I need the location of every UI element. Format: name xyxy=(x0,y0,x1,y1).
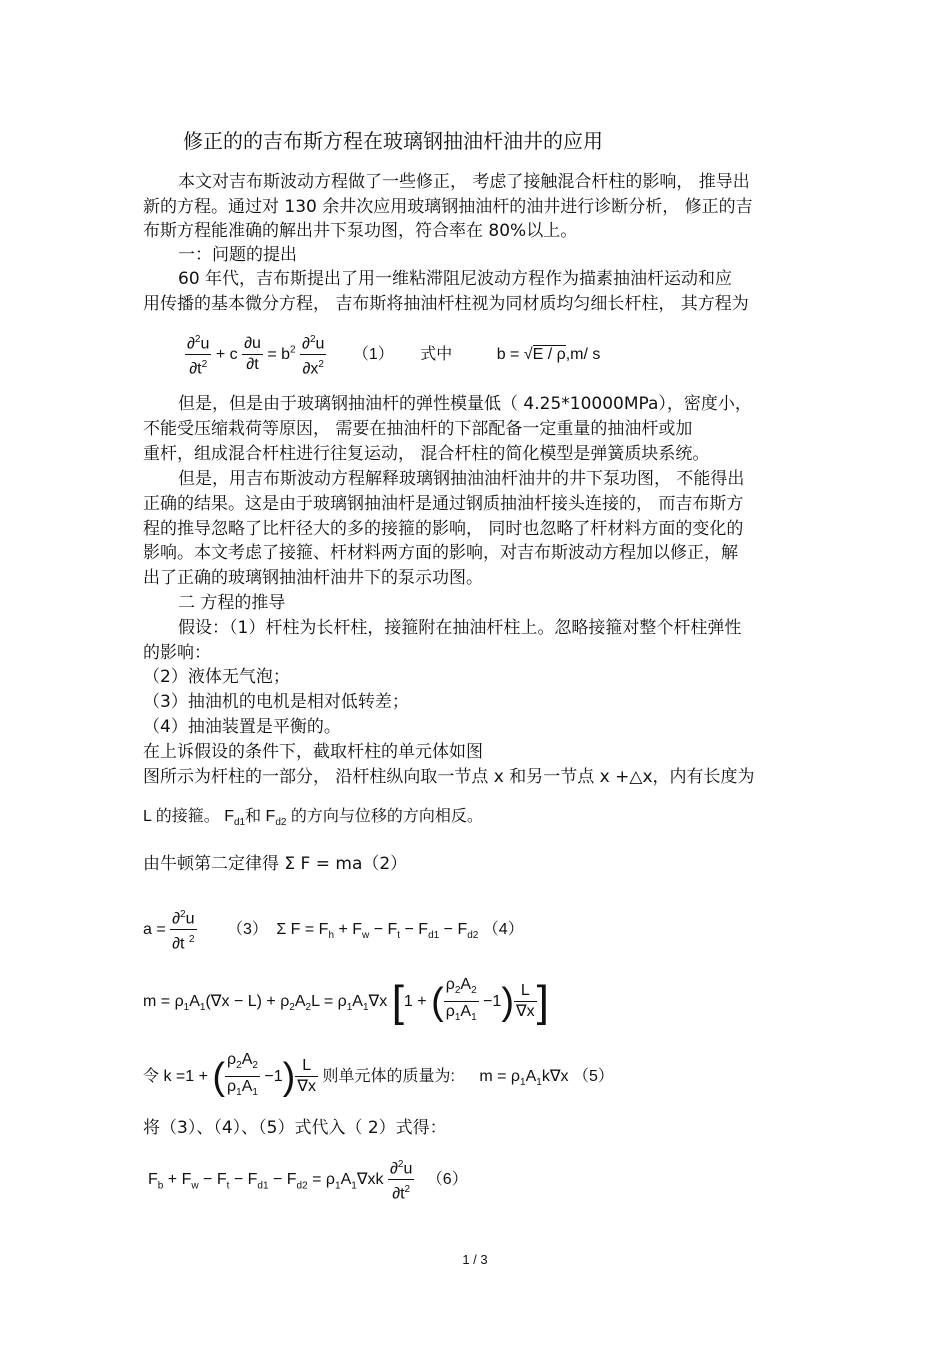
text-line: 但是，但是由于玻璃钢抽油杆的弹性模量低（ 4.25*10000MPa），密度小， xyxy=(178,394,752,414)
text-line: 不能受压缩栽荷等原因， 需要在抽油杆的下部配备一定重量的抽油杆或加 xyxy=(143,419,693,439)
text-line: 新的方程。通过对 130 余井次应用玻璃钢抽油杆的油井进行诊断分析， 修正的吉 xyxy=(143,197,753,217)
b-root: E / ρ xyxy=(532,346,566,364)
b-unit: ,m/ s xyxy=(565,346,601,364)
equation-6-label: （6） xyxy=(426,1171,468,1189)
text-line: 出了正确的玻璃钢抽油杆油井下的泵示功图。 xyxy=(143,568,483,588)
a-lhs: a = xyxy=(143,921,166,939)
text-line: （3）抽油机的电机是相对低转差； xyxy=(143,692,409,712)
equation-1-note: 式中 xyxy=(420,346,453,364)
text-line: 但是，用吉布斯波动方程解释玻璃钢抽油油杆油井的井下泵功图， 不能得出 xyxy=(178,469,745,489)
text-line: 二 方程的推导 xyxy=(178,593,286,613)
text-line: （2）液体无气泡； xyxy=(143,667,290,687)
connector-text-1: L 的接箍。 F xyxy=(143,808,234,825)
text-line: 将（3）、（4）、（5）式代入（ 2）式得： xyxy=(143,1118,447,1138)
b-definition: b = xyxy=(496,346,520,364)
equation-5-label: （5） xyxy=(572,1067,614,1085)
text-line: 由牛顿第二定律得 Σ F = ma（2） xyxy=(143,854,408,874)
text-line: 假设：（1）杆柱为长杆柱，接箍附在抽油杆柱上。忽略接箍对整个杆柱弹性 xyxy=(178,618,742,638)
equation-6: $F_b + F_w - F_t - F_{d1} - F_{d2} = \rho_1A_1\nabla xk$ $\frac{\partial^2u}{\partial t^2}$ （6） xyxy=(148,1155,468,1205)
text-line: 一：问题的提出 xyxy=(178,245,297,265)
text-line: 在上诉假设的条件下，截取杆柱的单元体如图 xyxy=(143,742,483,762)
text-line: 影响。本文考虑了接箍、杆材料两方面的影响，对吉布斯波动方程加以修正，解 xyxy=(143,543,738,563)
sub-d1: d1 xyxy=(233,817,246,829)
mass-equation: $m = \rho_1A_1(\nabla x - L) + \rho_2A_2L = \rho_1A_1\nabla x$ [1 + ( $\frac{\rho_2A_2}{\rho_1A_1}$ −1) $\frac{L}{\nabla x}$ ] xyxy=(143,976,549,1026)
text-line: 重杆，组成混合杆柱进行往复运动， 混合杆柱的简化模型是弹簧质块系统。 xyxy=(143,444,710,464)
equation-1-label: （1） xyxy=(352,346,394,364)
page-number: 1 / 3 xyxy=(462,1252,488,1267)
equation-1: $\frac{\partial^2u}{\partial t^2}$ + c $\frac{\partial u}{\partial t}$ = $b^2$ $\frac{\partial^2u}{\partial x^2}$ （1） 式中 b = √E / ρ,m/ s xyxy=(185,330,600,380)
k-equation: 令 k =1 + ( $\frac{\rho_2A_2}{\rho_1A_1}$ −1) $\frac{L}{\nabla x}$ 则单元体的质量为: $m = \rho_1A_1k\nabla x$ （5） xyxy=(143,1051,614,1099)
k-lhs: 令 k =1 + xyxy=(143,1067,208,1085)
text-line: 60 年代，吉布斯提出了用一维粘滞阻尼波动方程作为描素抽油杆运动和应 xyxy=(178,269,733,289)
text-line: 本文对吉布斯波动方程做了一些修正， 考虑了接触混合杆柱的影响， 推导出 xyxy=(178,172,750,192)
text-line: 布斯方程能准确的解出井下泵功图，符合率在 80%以上。 xyxy=(143,221,578,241)
text-line: 程的推导忽略了比杆径大的多的接箍的影响， 同时也忽略了杆材料方面的变化的 xyxy=(143,519,744,539)
equation-3-4: a = $\frac{\partial^2u}{\partial t ^2}$ （3） Σ $F = F_h + F_w - F_t - F_{d1} - F_{d2}$ （4） xyxy=(143,905,524,955)
text-line: 的影响： xyxy=(143,643,211,663)
equation-4-label: （4） xyxy=(482,921,524,939)
sub-d2: d2 xyxy=(275,817,287,829)
connector-text-3: 的方向与位移的方向相反。 xyxy=(290,808,483,825)
text-line: （4）抽油装置是平衡的。 xyxy=(143,717,341,737)
equation-3-label: （3） xyxy=(226,921,268,939)
text-line: 图所示为杆柱的一部分， 沿杆柱纵向取一节点 x 和另一节点 x +△x，内有长度为 xyxy=(143,767,755,787)
connector-line xyxy=(143,803,483,828)
page-title: 修正的的吉布斯方程在玻璃钢抽油杆油井的应用 xyxy=(183,129,603,153)
k-text: 则单元体的质量为: xyxy=(322,1067,455,1085)
text-line: 用传播的基本微分方程， 吉布斯将抽油杆柱视为同材质均匀细长杆柱， 其方程为 xyxy=(143,294,749,314)
text-line: 正确的结果。这是由于玻璃钢抽油杆是通过钢质抽油杆接头连接的， 而吉布斯方 xyxy=(143,494,744,514)
connector-text-2: 和 F xyxy=(245,808,276,825)
